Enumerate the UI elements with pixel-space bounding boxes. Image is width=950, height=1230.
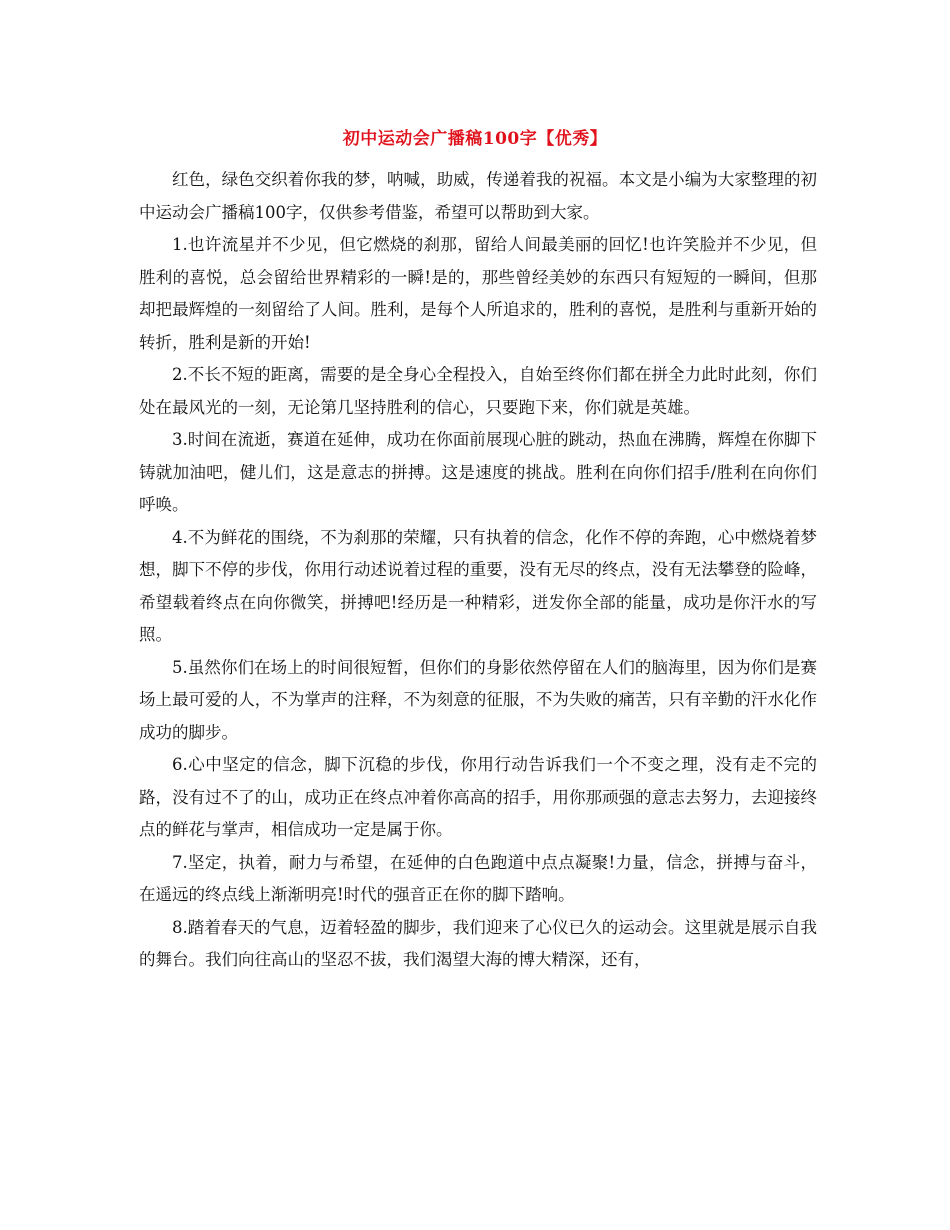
paragraph-5: 5.虽然你们在场上的时间很短暂，但你们的身影依然停留在人们的脑海里，因为你们是赛场上最可爱的人，不为掌声的注释，不为刻意的征服，不为失败的痛苦，只有辛勤的汗水化作成功的脚步。 [139,657,817,742]
paragraph-8: 8.踏着春天的气息，迈着轻盈的脚步，我们迎来了心仪已久的运动会。这里就是展示自我的舞台。我们向往高山的坚忍不拔，我们渴望大海的博大精深，还有， [139,917,817,969]
paragraph-6: 6.心中坚定的信念，脚下沉稳的步伐，你用行动告诉我们一个不变之理，没有走不完的路，没有过不了的山，成功正在终点冲着你高高的招手，用你那顽强的意志去努力，去迎接终点的鲜花与掌声，相信成功一定是属于你。 [139,755,817,839]
paragraph-4: 4.不为鲜花的围绕，不为刹那的荣耀，只有执着的信念，化作不停的奔跑，心中燃烧着梦想，脚下不停的步伐，你用行动述说着过程的重要，没有无尽的终点，没有无法攀登的险峰，希望载着终点在向你微笑，拼搏吧!经历是一种精彩，迸发你全部的能量，成功是你汗水的写照。 [139,527,817,644]
paragraph-2: 2.不长不短的距离，需要的是全身心全程投入，自始至终你们都在拼全力此时此刻，你们处在最风光的一刻，无论第几坚持胜利的信心，只要跑下来，你们就是英雄。 [139,365,817,417]
document-title: 初中运动会广播稿100字【优秀】 [342,129,608,149]
paragraph-1: 1.也许流星并不少见，但它燃烧的刹那，留给人间最美丽的回忆!也许笑脸并不少见，但胜利的喜悦，总会留给世界精彩的一瞬!是的，那些曾经美妙的东西只有短短的一瞬间，但那却把最辉煌的一刻留给了人间。胜利，是每个人所追求的，胜利的喜悦，是胜利与重新开始的转折，胜利是新的开始! [139,235,817,352]
intro-paragraph: 红色，绿色交织着你我的梦，呐喊，助威，传递着我的祝福。本文是小编为大家整理的初中运动会广播稿100字，仅供参考借鉴，希望可以帮助到大家。 [139,170,817,222]
paragraph-3: 3.时间在流逝，赛道在延伸，成功在你面前展现心脏的跳动，热血在沸腾，辉煌在你脚下铸就加油吧，健儿们，这是意志的拼搏。这是速度的挑战。胜利在向你们招手/胜利在向你们呼唤。 [139,430,817,514]
paragraph-7: 7.坚定，执着，耐力与希望，在延伸的白色跑道中点点凝聚!力量，信念，拼搏与奋斗，在遥远的终点线上渐渐明亮!时代的强音正在你的脚下踏响。 [139,852,817,904]
document-body [139,164,817,977]
